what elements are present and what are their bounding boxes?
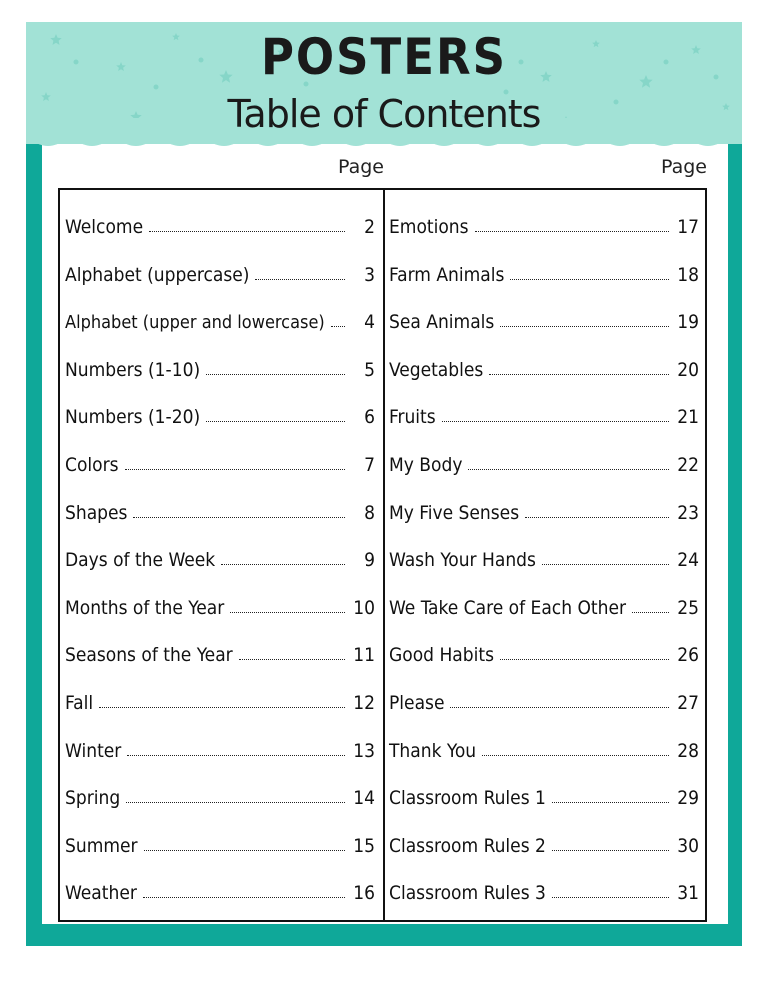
toc-entry	[65, 876, 375, 904]
dot-leader	[125, 468, 345, 470]
toc-entry-page: 5	[364, 358, 375, 381]
toc-entry-page: 16	[353, 882, 375, 905]
toc-entry	[65, 353, 375, 381]
toc-entry	[389, 686, 699, 714]
dot-leader	[482, 754, 669, 756]
toc-entry	[65, 543, 375, 571]
toc-entry-page: 9	[364, 549, 375, 572]
dot-leader	[126, 801, 345, 803]
toc-entry-page: 23	[677, 501, 699, 524]
toc-entry	[65, 781, 375, 809]
toc-entry-page: 28	[677, 739, 699, 762]
page-title: POSTERS	[260, 28, 508, 86]
toc-entry	[389, 591, 699, 619]
toc-entry-page: 19	[677, 311, 699, 334]
toc-entry-page: 8	[364, 501, 375, 524]
toc-entry-page: 25	[677, 596, 699, 619]
toc-entry-title: Sea Animals	[389, 311, 495, 334]
dot-leader	[206, 373, 345, 375]
dot-leader	[542, 563, 669, 565]
dot-leader	[221, 563, 345, 565]
dot-leader	[489, 373, 669, 375]
toc-entry-title: We Take Care of Each Other	[389, 596, 626, 619]
dot-leader	[552, 896, 669, 898]
dot-leader	[442, 420, 669, 422]
toc-entry-title: Please	[389, 692, 445, 714]
toc-entry	[65, 496, 375, 524]
toc-entry	[389, 305, 699, 333]
dot-leader	[500, 658, 669, 660]
toc-entry-title: Good Habits	[389, 644, 494, 667]
column-divider	[383, 188, 385, 922]
toc-entry	[65, 400, 375, 428]
toc-entry	[65, 829, 375, 857]
toc-entry-title: Numbers (1-10)	[65, 358, 201, 381]
toc-entry-title: Seasons of the Year	[65, 644, 233, 667]
dot-leader	[552, 801, 669, 803]
toc-entry	[65, 448, 375, 476]
toc-entry	[389, 876, 699, 904]
dot-leader	[450, 706, 669, 708]
toc-entry-page: 11	[353, 644, 375, 667]
toc-entry-title: Alphabet (upper and lowercase)	[65, 312, 325, 334]
toc-entry-title: Thank You	[389, 739, 477, 762]
toc-entry-page: 24	[677, 549, 699, 572]
toc-entry-title: Weather	[65, 882, 137, 905]
toc-entry-page: 26	[677, 644, 699, 667]
toc-entry	[65, 258, 375, 286]
dot-leader	[500, 325, 669, 327]
toc-entry	[389, 781, 699, 809]
toc-entry-title: Fruits	[389, 406, 436, 429]
toc-entry-page: 27	[677, 692, 699, 714]
toc-entry	[389, 496, 699, 524]
dot-leader	[468, 468, 669, 470]
dot-leader	[133, 516, 345, 518]
toc-entry-page: 13	[353, 739, 375, 762]
toc-entry	[65, 734, 375, 762]
dot-leader	[552, 849, 669, 851]
toc-entry-title: Welcome	[65, 216, 144, 238]
toc-entry-title: Emotions	[389, 216, 469, 238]
dot-leader	[632, 611, 669, 613]
toc-entry-title: Colors	[65, 454, 119, 476]
toc-entry-page: 7	[364, 454, 375, 476]
toc-entry-page: 20	[677, 358, 699, 381]
dot-leader	[331, 325, 345, 327]
toc-entry	[389, 829, 699, 857]
toc-entry	[389, 258, 699, 286]
dot-leader	[475, 230, 669, 232]
toc-entry-page: 31	[677, 882, 699, 905]
toc-entry-title: Days of the Week	[65, 549, 216, 572]
toc-entry	[389, 448, 699, 476]
toc-entry-page: 3	[364, 263, 375, 286]
toc-entry-title: Farm Animals	[389, 263, 505, 286]
toc-entry-title: Summer	[65, 834, 138, 857]
toc-entry-page: 6	[364, 406, 375, 429]
toc-entry	[65, 591, 375, 619]
toc-entry-title: My Five Senses	[389, 501, 520, 524]
dot-leader	[143, 896, 345, 898]
toc-entry-title: Spring	[65, 787, 121, 810]
dot-leader	[206, 420, 345, 422]
dot-leader	[525, 516, 669, 518]
toc-entry-page: 17	[677, 216, 699, 238]
toc-entry-title: Wash Your Hands	[389, 549, 536, 572]
toc-entry-page: 29	[677, 787, 699, 810]
toc-entry	[389, 400, 699, 428]
dot-leader	[239, 658, 345, 660]
toc-entry	[389, 638, 699, 666]
toc-entry-page: 14	[353, 787, 375, 810]
toc-entry-title: Shapes	[65, 501, 128, 524]
toc-entry-title: Alphabet (uppercase)	[65, 263, 250, 286]
dot-leader	[144, 849, 345, 851]
toc-entry-title: Numbers (1-20)	[65, 406, 201, 429]
toc-entry-page: 21	[677, 406, 699, 429]
toc-entry	[389, 353, 699, 381]
toc-entry	[65, 638, 375, 666]
toc-entry-title: Vegetables	[389, 358, 484, 381]
toc-entry-title: Classroom Rules 1	[389, 787, 546, 810]
toc-entry-page: 12	[353, 692, 375, 714]
toc-entry	[65, 686, 375, 714]
toc-entry	[65, 305, 375, 333]
toc-entry-page: 10	[353, 596, 375, 619]
toc-entry-title: Classroom Rules 3	[389, 882, 546, 905]
toc-entry	[389, 210, 699, 238]
toc-entry-page: 22	[677, 454, 699, 476]
dot-leader	[255, 278, 345, 280]
toc-entry-page: 18	[677, 263, 699, 286]
toc-entry-title: Classroom Rules 2	[389, 834, 546, 857]
toc-entry-title: Months of the Year	[65, 596, 225, 619]
toc-entry-title: My Body	[389, 454, 463, 476]
left-page-column-header: Page	[338, 156, 384, 178]
toc-entry-page: 15	[353, 834, 375, 857]
right-page-column-header: Page	[661, 156, 707, 178]
toc-entry-title: Winter	[65, 739, 122, 762]
toc-entry	[389, 543, 699, 571]
toc-entry	[389, 734, 699, 762]
dot-leader	[127, 754, 345, 756]
dot-leader	[99, 706, 345, 708]
toc-entry	[65, 210, 375, 238]
toc-entry-page: 30	[677, 834, 699, 857]
dot-leader	[510, 278, 669, 280]
toc-entry-page: 2	[364, 216, 375, 238]
toc-entry-title: Fall	[65, 692, 94, 714]
dot-leader	[230, 611, 345, 613]
toc-entry-page: 4	[364, 311, 375, 334]
page-subtitle: Table of Contents	[227, 92, 541, 136]
dot-leader	[149, 230, 345, 232]
